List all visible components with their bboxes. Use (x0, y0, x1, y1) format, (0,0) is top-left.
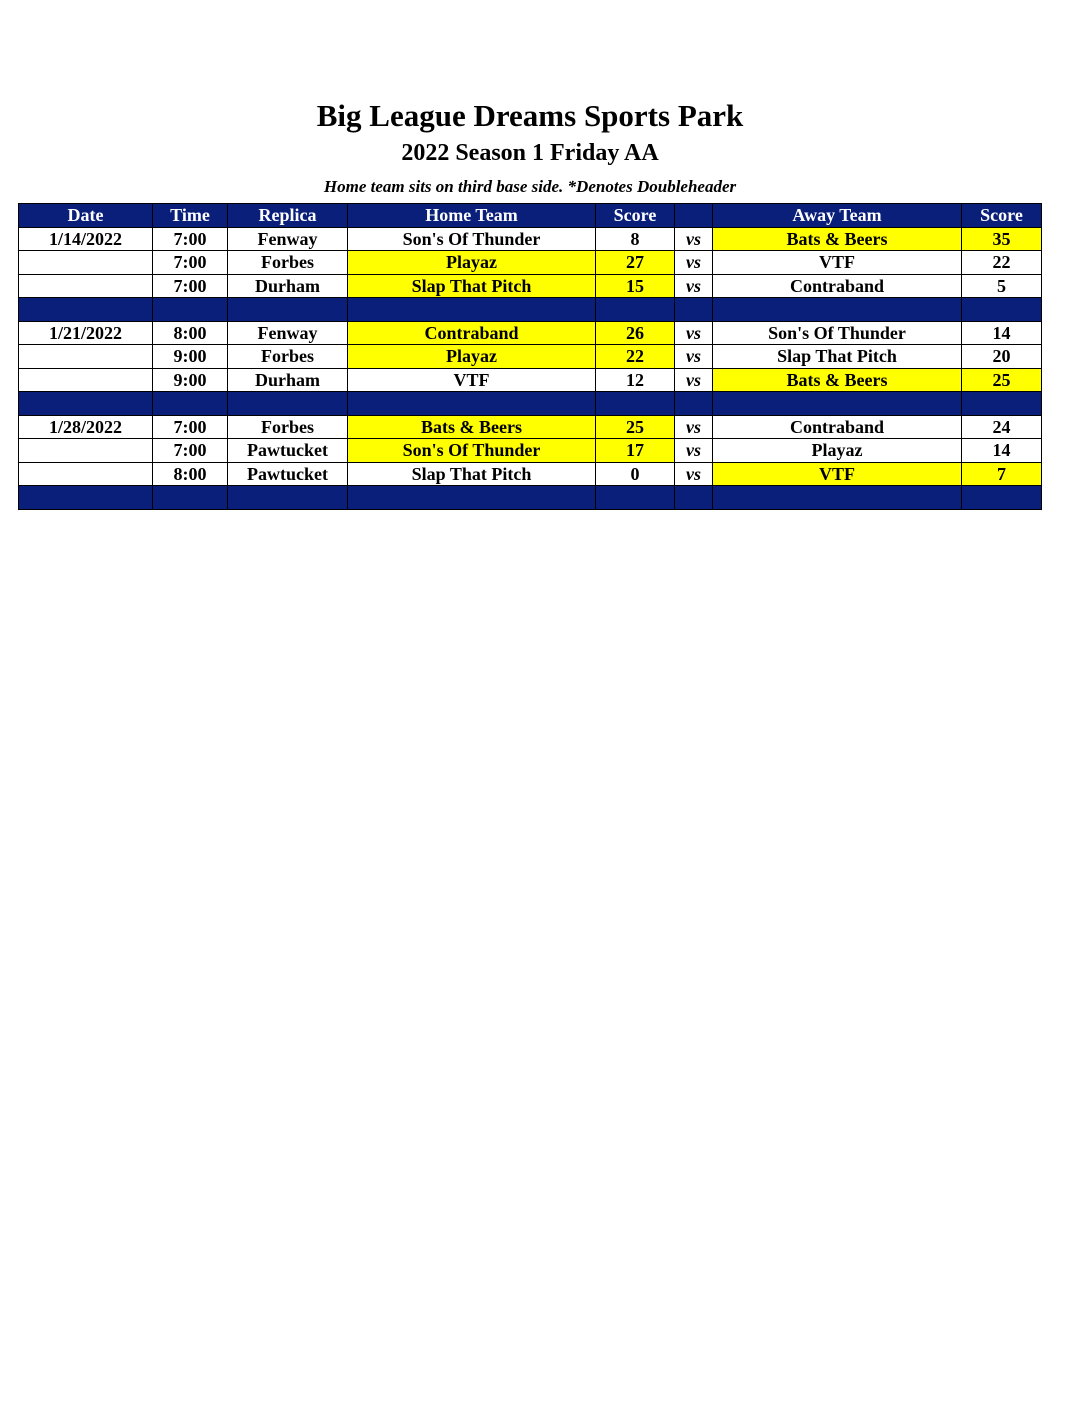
spacer-cell (153, 298, 228, 322)
spacer-cell (713, 298, 962, 322)
away-score-cell: 22 (962, 251, 1042, 275)
vs-cell: vs (675, 345, 713, 369)
time-cell: 7:00 (153, 274, 228, 298)
away-score-cell: 5 (962, 274, 1042, 298)
game-row (19, 462, 1042, 486)
home-score-cell: 0 (596, 462, 675, 486)
replica-cell: Fenway (228, 227, 348, 251)
home-score-cell: 27 (596, 251, 675, 275)
home-team-cell: Slap That Pitch (348, 462, 596, 486)
home-score-cell: 8 (596, 227, 675, 251)
spacer-cell (675, 486, 713, 510)
date-cell (19, 439, 153, 463)
spacer-row (19, 298, 1042, 322)
column-header-time: Time (153, 204, 228, 228)
column-header-away-score: Score (962, 204, 1042, 228)
page-subtitle: 2022 Season 1 Friday AA (401, 140, 659, 166)
game-row (19, 274, 1042, 298)
date-cell: 1/14/2022 (19, 227, 153, 251)
vs-cell: vs (675, 251, 713, 275)
vs-cell: vs (675, 368, 713, 392)
home-score-cell: 26 (596, 321, 675, 345)
home-team-cell: Playaz (348, 251, 596, 275)
spacer-cell (675, 392, 713, 416)
game-row (19, 368, 1042, 392)
replica-cell: Forbes (228, 345, 348, 369)
page-title: Big League Dreams Sports Park (316, 98, 744, 133)
schedule-table (18, 203, 1042, 510)
time-cell: 9:00 (153, 345, 228, 369)
spacer-cell (19, 298, 153, 322)
away-team-cell: Playaz (713, 439, 962, 463)
away-team-cell: Bats & Beers (713, 368, 962, 392)
spacer-cell (19, 486, 153, 510)
spacer-cell (348, 486, 596, 510)
spacer-row (19, 392, 1042, 416)
home-team-cell: VTF (348, 368, 596, 392)
home-score-cell: 17 (596, 439, 675, 463)
replica-cell: Forbes (228, 251, 348, 275)
column-header-vs (675, 204, 713, 228)
time-cell: 8:00 (153, 462, 228, 486)
away-score-cell: 20 (962, 345, 1042, 369)
spacer-cell (228, 392, 348, 416)
game-row (19, 227, 1042, 251)
time-cell: 7:00 (153, 415, 228, 439)
time-cell: 7:00 (153, 251, 228, 275)
column-header-date: Date (19, 204, 153, 228)
away-score-cell: 14 (962, 321, 1042, 345)
schedule-body (19, 227, 1042, 509)
away-score-cell: 14 (962, 439, 1042, 463)
spacer-cell (596, 298, 675, 322)
spacer-cell (675, 298, 713, 322)
spacer-cell (596, 486, 675, 510)
spacer-cell (962, 486, 1042, 510)
spacer-row (19, 486, 1042, 510)
date-cell (19, 368, 153, 392)
game-row (19, 415, 1042, 439)
vs-cell: vs (675, 462, 713, 486)
column-header-away-team: Away Team (713, 204, 962, 228)
spacer-cell (228, 486, 348, 510)
away-score-cell: 24 (962, 415, 1042, 439)
away-team-cell: Bats & Beers (713, 227, 962, 251)
away-team-cell: VTF (713, 251, 962, 275)
time-cell: 7:00 (153, 227, 228, 251)
date-cell: 1/28/2022 (19, 415, 153, 439)
home-score-cell: 12 (596, 368, 675, 392)
vs-cell: vs (675, 415, 713, 439)
home-team-cell: Contraband (348, 321, 596, 345)
away-team-cell: Contraband (713, 274, 962, 298)
replica-cell: Forbes (228, 415, 348, 439)
spacer-cell (962, 392, 1042, 416)
spacer-cell (713, 486, 962, 510)
column-header-replica: Replica (228, 204, 348, 228)
time-cell: 9:00 (153, 368, 228, 392)
spacer-cell (713, 392, 962, 416)
header-row (19, 204, 1042, 228)
home-score-cell: 22 (596, 345, 675, 369)
spacer-cell (348, 392, 596, 416)
time-cell: 7:00 (153, 439, 228, 463)
spacer-cell (962, 298, 1042, 322)
home-score-cell: 15 (596, 274, 675, 298)
game-row (19, 321, 1042, 345)
date-cell (19, 462, 153, 486)
away-score-cell: 35 (962, 227, 1042, 251)
page-note: Home team sits on third base side. *Denotes Doubleheader (323, 177, 737, 196)
vs-cell: vs (675, 439, 713, 463)
date-cell (19, 251, 153, 275)
column-header-home-score: Score (596, 204, 675, 228)
replica-cell: Pawtucket (228, 462, 348, 486)
away-score-cell: 7 (962, 462, 1042, 486)
replica-cell: Pawtucket (228, 439, 348, 463)
spacer-cell (19, 392, 153, 416)
game-row (19, 439, 1042, 463)
away-team-cell: VTF (713, 462, 962, 486)
away-team-cell: Son's Of Thunder (713, 321, 962, 345)
spacer-cell (153, 486, 228, 510)
away-team-cell: Slap That Pitch (713, 345, 962, 369)
replica-cell: Durham (228, 368, 348, 392)
replica-cell: Durham (228, 274, 348, 298)
replica-cell: Fenway (228, 321, 348, 345)
away-score-cell: 25 (962, 368, 1042, 392)
home-team-cell: Slap That Pitch (348, 274, 596, 298)
spacer-cell (596, 392, 675, 416)
home-score-cell: 25 (596, 415, 675, 439)
vs-cell: vs (675, 227, 713, 251)
date-cell (19, 274, 153, 298)
spacer-cell (348, 298, 596, 322)
game-row (19, 345, 1042, 369)
vs-cell: vs (675, 321, 713, 345)
spacer-cell (153, 392, 228, 416)
vs-cell: vs (675, 274, 713, 298)
spacer-cell (228, 298, 348, 322)
time-cell: 8:00 (153, 321, 228, 345)
date-cell (19, 345, 153, 369)
date-cell: 1/21/2022 (19, 321, 153, 345)
home-team-cell: Son's Of Thunder (348, 227, 596, 251)
home-team-cell: Son's Of Thunder (348, 439, 596, 463)
column-header-home-team: Home Team (348, 204, 596, 228)
away-team-cell: Contraband (713, 415, 962, 439)
home-team-cell: Bats & Beers (348, 415, 596, 439)
home-team-cell: Playaz (348, 345, 596, 369)
game-row (19, 251, 1042, 275)
